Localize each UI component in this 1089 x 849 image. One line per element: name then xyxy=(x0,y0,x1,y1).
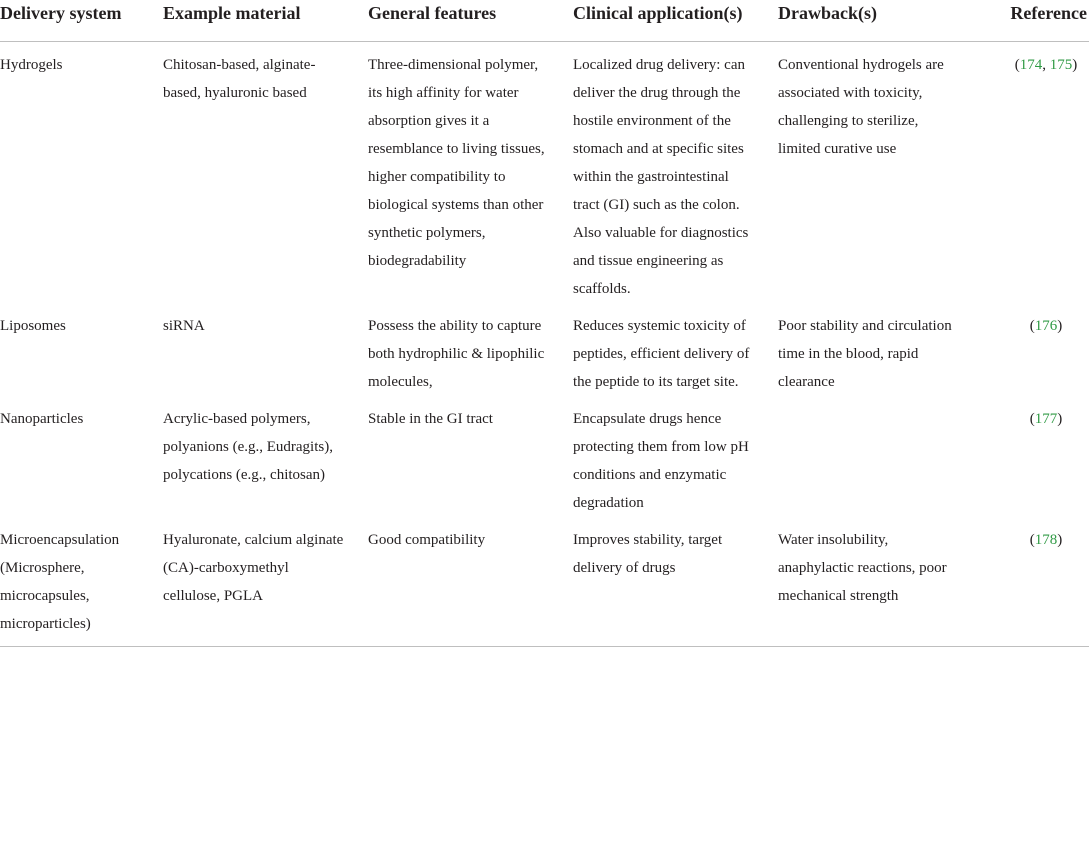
ref-paren-open: ( xyxy=(1029,532,1035,548)
reference-link[interactable]: 176 xyxy=(1034,318,1058,334)
header-reference: Reference xyxy=(1010,3,1087,23)
table-row xyxy=(0,396,1089,517)
ref-separator: , xyxy=(1042,57,1050,73)
ref-paren-open: ( xyxy=(1029,318,1035,334)
ref-paren-open: ( xyxy=(1014,57,1020,73)
ref-paren-open: ( xyxy=(1029,411,1035,427)
cell-example-material: Acrylic-based polymers, polyanions (e.g., Eudragits), polycations (e.g., chitosan) xyxy=(163,411,333,483)
cell-clinical-application: Reduces systemic toxicity of peptides, efficient delivery of the peptide to its target site. xyxy=(573,318,750,390)
cell-delivery-system: Nanoparticles xyxy=(0,411,84,427)
cell-example-material: siRNA xyxy=(163,318,205,334)
header-delivery-system: Delivery system xyxy=(0,3,122,23)
header-example-material: Example material xyxy=(163,3,301,23)
cell-example-material: Hyaluronate, calcium alginate (CA)-carboxymethyl cellulose, PGLA xyxy=(163,532,344,604)
cell-delivery-system: Hydrogels xyxy=(0,57,63,73)
reference-link[interactable]: 177 xyxy=(1034,411,1058,427)
cell-general-features: Possess the ability to capture both hydrophilic & lipophilic molecules, xyxy=(368,318,545,390)
reference-link[interactable]: 178 xyxy=(1034,532,1058,548)
table-body xyxy=(0,42,1089,647)
header-general-features: General features xyxy=(368,3,497,23)
table-row xyxy=(0,517,1089,647)
table-row xyxy=(0,42,1089,304)
cell-drawbacks xyxy=(778,396,983,517)
cell-drawbacks: Poor stability and circulation time in the blood, rapid clearance xyxy=(778,318,952,390)
cell-reference xyxy=(983,42,1089,304)
cell-reference xyxy=(983,396,1089,517)
cell-clinical-application: Encapsulate drugs hence protecting them from low pH conditions and enzymatic degradation xyxy=(573,411,749,511)
ref-paren-close: ) xyxy=(1057,532,1063,548)
header-clinical-applications: Clinical application(s) xyxy=(573,3,743,23)
ref-paren-close: ) xyxy=(1072,57,1078,73)
reference-link[interactable]: 174 xyxy=(1019,57,1043,73)
header-row xyxy=(0,0,1089,42)
cell-general-features: Good compatibility xyxy=(368,532,486,548)
cell-drawbacks: Water insolubility, anaphylactic reactions, poor mechanical strength xyxy=(778,532,947,604)
table-row xyxy=(0,303,1089,396)
cell-delivery-system: Liposomes xyxy=(0,318,66,334)
table-header xyxy=(0,0,1089,42)
cell-example-material: Chitosan-based, alginate-based, hyaluronic based xyxy=(163,57,316,101)
cell-reference xyxy=(983,517,1089,647)
cell-delivery-system: Microencapsulation (Microsphere, microcapsules, microparticles) xyxy=(0,532,120,632)
reference-link[interactable]: 175 xyxy=(1049,57,1073,73)
cell-clinical-application: Improves stability, target delivery of drugs xyxy=(573,532,723,576)
cell-reference xyxy=(983,303,1089,396)
ref-paren-close: ) xyxy=(1057,411,1063,427)
ref-paren-close: ) xyxy=(1057,318,1063,334)
cell-drawbacks: Conventional hydrogels are associated with toxicity, challenging to sterilize, limited curative use xyxy=(778,57,944,157)
cell-general-features: Stable in the GI tract xyxy=(368,411,493,427)
cell-general-features: Three-dimensional polymer, its high affinity for water absorption gives it a resemblance to living tissues, higher compatibility to biological systems than other synthetic polymers, biodegradability xyxy=(368,57,545,269)
cell-clinical-application: Localized drug delivery: can deliver the drug through the hostile environment of the stomach and at specific sites within the gastrointestinal tract (GI) such as the colon. Also valuable for diagnostics and tissue engineering as scaffolds. xyxy=(573,57,749,297)
header-drawbacks: Drawback(s) xyxy=(778,3,877,23)
